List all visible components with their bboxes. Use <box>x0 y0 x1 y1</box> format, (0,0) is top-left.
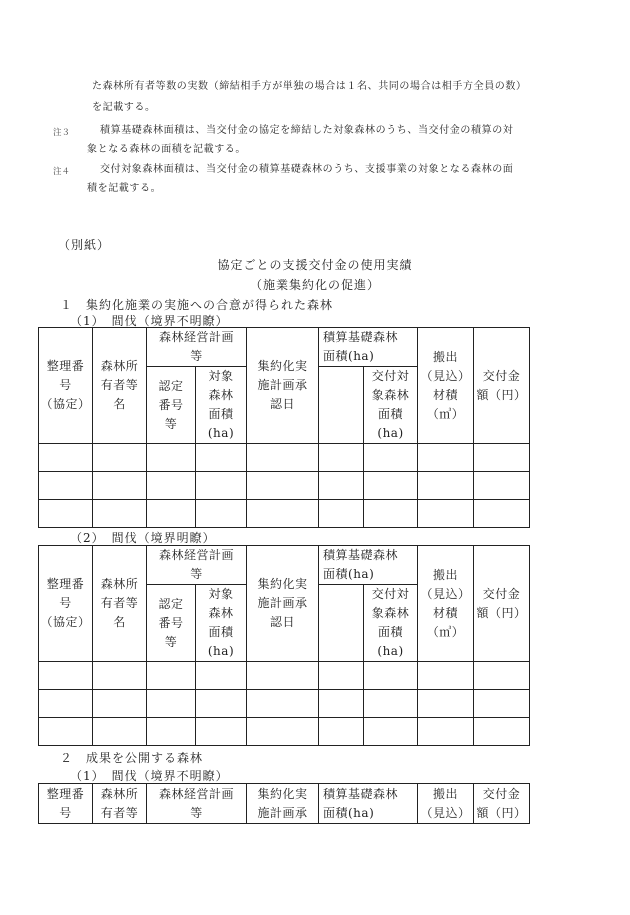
col-kofukin: 交付金 額（円） <box>474 546 530 662</box>
note4-line2: 積を記載する。 <box>87 183 162 194</box>
section2-sub1-heading: （1） 間伐（境界不明瞭） <box>70 769 229 783</box>
col-keiei-keikaku: 森林経営計画 等 <box>147 328 247 367</box>
col-hanshutsu: 搬出 （見込） 材積 （㎥） <box>418 546 474 662</box>
table-row <box>39 718 530 746</box>
col-taisho-menseki: 対象 森林 面積 (ha) <box>196 367 247 444</box>
col-shuyaku-shonin: 集約化実 施計画承 <box>247 784 319 824</box>
section2-heading: ２ 成果を公開する森林 <box>60 751 204 765</box>
note3-label: 注３ <box>53 128 71 138</box>
note3-line2: 象となる森林の面積を記載する。 <box>87 144 246 155</box>
col-shuyaku-shonin: 集約化実 施計画承 認日 <box>247 328 319 444</box>
section1-heading: １ 集約化施業の実施への合意が得られた森林 <box>60 298 334 312</box>
col-taisho-menseki: 対象 森林 面積 (ha) <box>196 585 247 662</box>
table-row <box>39 472 530 500</box>
table-row <box>39 662 530 690</box>
note4-label: 注４ <box>53 167 71 177</box>
note4-line1: 交付対象森林面積は、当交付金の積算基礎森林のうち、支援事業の対象となる森林の面 <box>100 164 514 175</box>
col-seiri-bango: 整理番 号 （協定） <box>39 546 93 662</box>
col-kofu-taisho-menseki: 交付対 象森林 面積 (ha) <box>364 585 418 662</box>
col-sekisan-menseki: 積算基礎森林 面積(ha) <box>319 784 418 824</box>
note-cont-line2: を記載する。 <box>92 102 156 113</box>
col-keiei-keikaku: 森林経営計画 等 <box>147 784 247 824</box>
section1-sub1-heading: （1） 間伐（境界不明瞭） <box>70 314 229 328</box>
page-title: 協定ごとの支援交付金の使用実績 <box>217 258 413 272</box>
col-nintei-bango: 認定 番号 等 <box>147 367 196 444</box>
col-seiri-bango: 整理番 号 （協定） <box>39 328 93 444</box>
col-nintei-bango: 認定 番号 等 <box>147 585 196 662</box>
col-shuyaku-shonin: 集約化実 施計画承 認日 <box>247 546 319 662</box>
note3-line1: 積算基礎森林面積は、当交付金の協定を締結した対象森林のうち、当交付金の積算の対 <box>100 125 514 136</box>
section1-sub2-heading: （2） 間伐（境界明瞭） <box>70 531 216 545</box>
col-hanshutsu: 搬出 （見込） <box>418 784 474 824</box>
cell-empty <box>319 367 364 444</box>
col-kofu-taisho-menseki: 交付対 象森林 面積 (ha) <box>364 367 418 444</box>
note-cont-line1: た森林所有者等数の実数（締結相手方が単独の場合は１名、共同の場合は相手方全員の数） <box>92 81 527 92</box>
usage-table-2 <box>38 545 530 746</box>
col-shoyusha: 森林所 有者等 名 <box>93 546 147 662</box>
table-row <box>39 444 530 472</box>
col-sekisan-menseki: 積算基礎森林 面積(ha) <box>319 546 418 585</box>
table-row <box>39 690 530 718</box>
col-keiei-keikaku: 森林経営計画 等 <box>147 546 247 585</box>
col-shoyusha: 森林所 有者等 名 <box>93 328 147 444</box>
col-hanshutsu: 搬出 （見込） 材積 （㎥） <box>418 328 474 444</box>
col-sekisan-menseki: 積算基礎森林 面積(ha) <box>319 328 418 367</box>
usage-table-3 <box>38 783 530 824</box>
col-shoyusha: 森林所 有者等 <box>93 784 147 824</box>
page-subtitle: （施業集約化の促進） <box>249 278 380 292</box>
col-seiri-bango: 整理番 号 <box>39 784 93 824</box>
table-row <box>39 500 530 528</box>
cell-empty <box>319 585 364 662</box>
col-kofukin: 交付金 額（円） <box>474 784 530 824</box>
usage-table-1 <box>38 327 530 528</box>
col-kofukin: 交付金 額（円） <box>474 328 530 444</box>
attachment-label: （別紙） <box>58 238 111 252</box>
